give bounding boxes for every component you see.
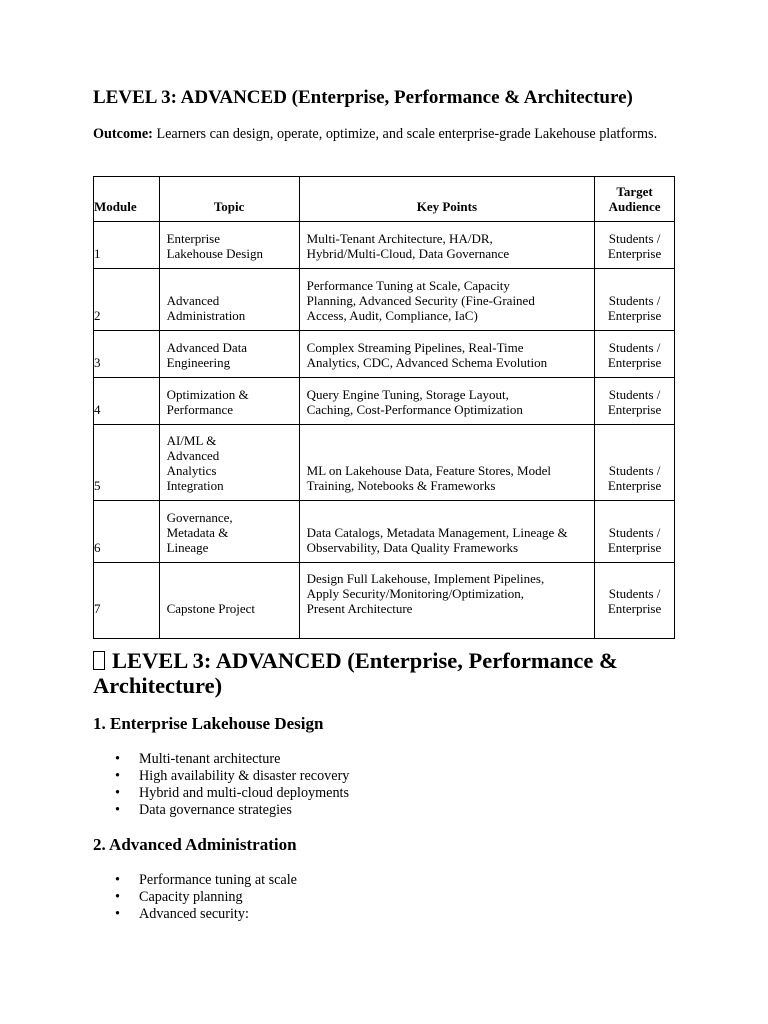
subsection-title: 2. Advanced Administration: [93, 835, 297, 854]
cell-key-points-text: ML on Lakehouse Data, Feature Stores, Model Training, Notebooks & Frameworks: [306, 463, 551, 493]
cell-key-points-text: Complex Streaming Pipelines, Real-Time Analytics, CDC, Advanced Schema Evolution: [306, 340, 548, 370]
missing-glyph-icon: [93, 651, 105, 670]
cell-topic-text: Optimization & Performance: [166, 387, 249, 417]
cell-module: 6: [94, 501, 160, 563]
cell-key-points-text: Data Catalogs, Metadata Management, Lineage & Observability, Data Quality Frameworks: [306, 525, 568, 555]
list-item: • Hybrid and multi-cloud deployments: [93, 785, 349, 802]
bullet-list: [93, 872, 297, 923]
cell-key-points-text: Design Full Lakehouse, Implement Pipelines, Apply Security/Monitoring/Optimization, Present Architecture: [306, 571, 545, 616]
table-header-row: [94, 177, 675, 222]
list-item: • Capacity planning: [93, 889, 297, 906]
list-item: • High availability & disaster recovery: [93, 768, 349, 785]
cell-topic: [159, 269, 299, 331]
cell-topic: [159, 563, 299, 639]
table-row: [94, 222, 675, 269]
cell-topic-text: Governance, Metadata & Lineage: [166, 510, 233, 555]
list-item: • Multi-tenant architecture: [93, 751, 349, 768]
cell-key-points: [299, 425, 594, 501]
cell-key-points: [299, 563, 594, 639]
cell-audience: [595, 501, 675, 563]
list-item: • Data governance strategies: [93, 802, 349, 819]
cell-audience-text: Students / Enterprise: [607, 586, 662, 616]
cell-topic: [159, 331, 299, 378]
cell-topic-text: Capstone Project: [166, 601, 256, 616]
bullet-list: [93, 751, 349, 819]
table-row: [94, 563, 675, 639]
header-key-points: Key Points: [299, 177, 594, 222]
modules-table: [93, 176, 675, 639]
cell-audience: [595, 563, 675, 639]
cell-topic-text: Advanced Administration: [166, 293, 246, 323]
cell-topic-text: AI/ML & Advanced Analytics Integration: [166, 433, 224, 493]
table-row: [94, 501, 675, 563]
level-title: LEVEL 3: ADVANCED (Enterprise, Performance & Architecture): [93, 87, 633, 108]
cell-audience-text: Students / Enterprise: [607, 293, 662, 323]
cell-topic: [159, 378, 299, 425]
cell-audience-text: Students / Enterprise: [607, 340, 662, 370]
cell-module: [94, 563, 160, 639]
cell-topic-text: Advanced Data Engineering: [166, 340, 248, 370]
list-item: • Advanced security:: [93, 906, 297, 923]
header-audience-text: Target Audience: [608, 184, 661, 214]
cell-module-text: 7: [94, 601, 101, 616]
cell-module: 2: [94, 269, 160, 331]
section-heading: [93, 648, 693, 698]
header-module: Module: [94, 177, 160, 222]
cell-key-points-text: Performance Tuning at Scale, Capacity Planning, Advanced Security (Fine-Grained Access, Audit, Compliance, IaC): [306, 278, 535, 323]
cell-topic: [159, 222, 299, 269]
cell-audience-text: Students / Enterprise: [607, 387, 662, 417]
cell-topic: [159, 501, 299, 563]
cell-key-points-text: Query Engine Tuning, Storage Layout, Caching, Cost-Performance Optimization: [306, 387, 523, 417]
table-row: [94, 378, 675, 425]
outcome-paragraph: [93, 126, 668, 142]
outcome-text: Learners can design, operate, optimize, and scale enterprise-grade Lakehouse platforms.: [152, 126, 658, 142]
cell-module: 5: [94, 425, 160, 501]
cell-module: 4: [94, 378, 160, 425]
outcome-label: Outcome:: [93, 126, 153, 142]
cell-audience: [595, 331, 675, 378]
cell-module: 1: [94, 222, 160, 269]
cell-audience: [595, 269, 675, 331]
cell-audience: [595, 425, 675, 501]
cell-audience-text: Students / Enterprise: [607, 463, 662, 493]
table-row: [94, 425, 675, 501]
subsection-title: 1. Enterprise Lakehouse Design: [93, 714, 324, 733]
cell-key-points: [299, 269, 594, 331]
cell-key-points: [299, 331, 594, 378]
header-topic: Topic: [159, 177, 299, 222]
cell-module: 3: [94, 331, 160, 378]
header-target-audience: [595, 177, 675, 222]
cell-audience-text: Students / Enterprise: [607, 231, 662, 261]
list-item: • Performance tuning at scale: [93, 872, 297, 889]
cell-topic-text: Enterprise Lakehouse Design: [166, 231, 263, 261]
cell-key-points: [299, 222, 594, 269]
cell-audience: [595, 378, 675, 425]
section-heading-text: LEVEL 3: ADVANCED (Enterprise, Performance & Architecture): [93, 648, 618, 698]
cell-key-points-text: Multi-Tenant Architecture, HA/DR, Hybrid/Multi-Cloud, Data Governance: [306, 231, 510, 261]
cell-key-points: [299, 501, 594, 563]
table-row: [94, 269, 675, 331]
cell-audience-text: Students / Enterprise: [607, 525, 662, 555]
cell-topic: [159, 425, 299, 501]
cell-audience: [595, 222, 675, 269]
cell-key-points: [299, 378, 594, 425]
table-row: [94, 331, 675, 378]
